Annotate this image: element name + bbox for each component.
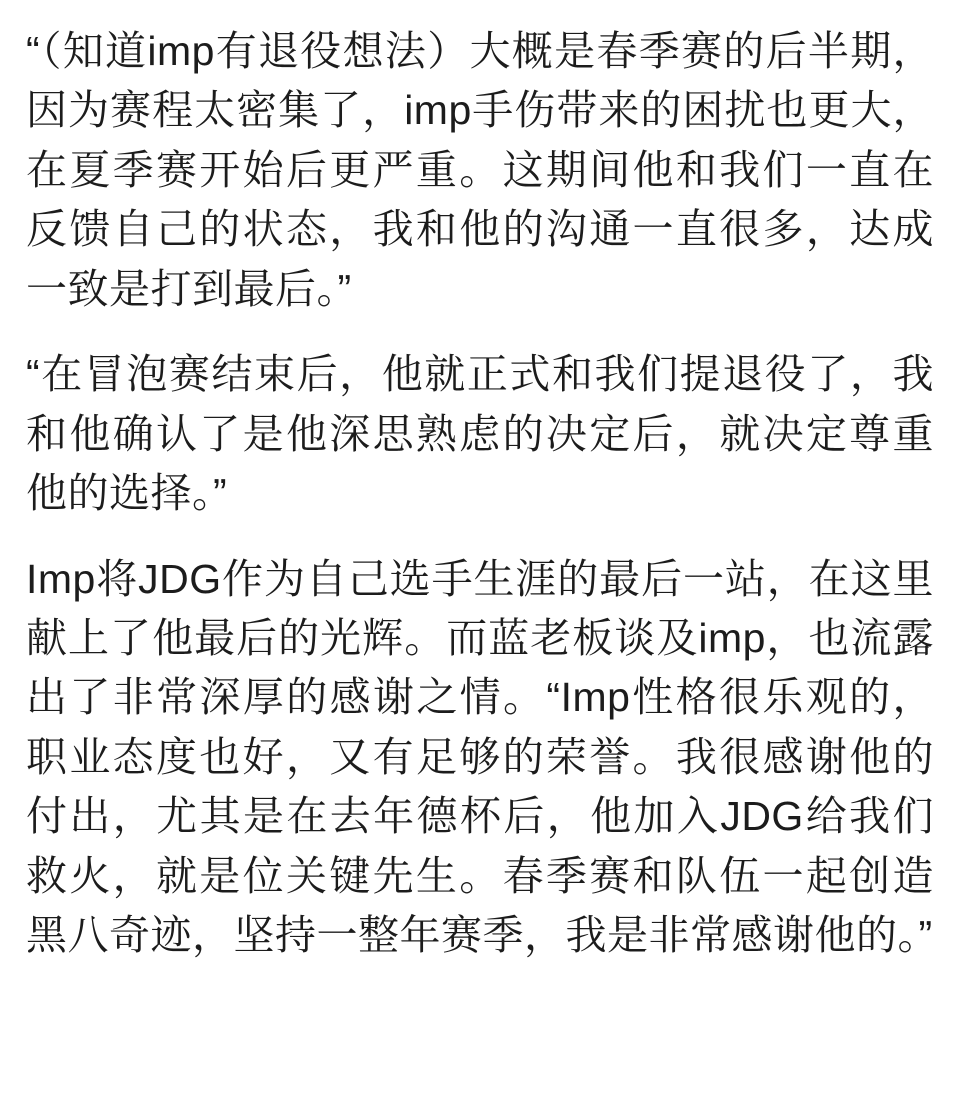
paragraph-quote-1: “（知道imp有退役想法）大概是春季赛的后半期，因为赛程太密集了，imp手伤带来的困扰也更大，在夏季赛开始后更严重。这期间他和我们一直在反馈自己的状态，我和他的沟通一直很多，达成一致是打到最后。” <box>26 28 934 312</box>
paragraph-quote-2: “在冒泡赛结束后，他就正式和我们提退役了，我和他确认了是他深思熟虑的决定后，就决定尊重他的选择。” <box>26 351 934 517</box>
paragraph-body-1: Imp将JDG作为自己选手生涯的最后一站，在这里献上了他最后的光辉。而蓝老板谈及imp，也流露出了非常深厚的感谢之情。“Imp性格很乐观的，职业态度也好，又有足够的荣誉。我很感谢他的付出，尤其是在去年德杯后，他加入JDG给我们救火，就是位关键先生。春季赛和队伍一起创造黑八奇迹，坚持一整年赛季，我是非常感谢他的。” <box>26 555 934 959</box>
